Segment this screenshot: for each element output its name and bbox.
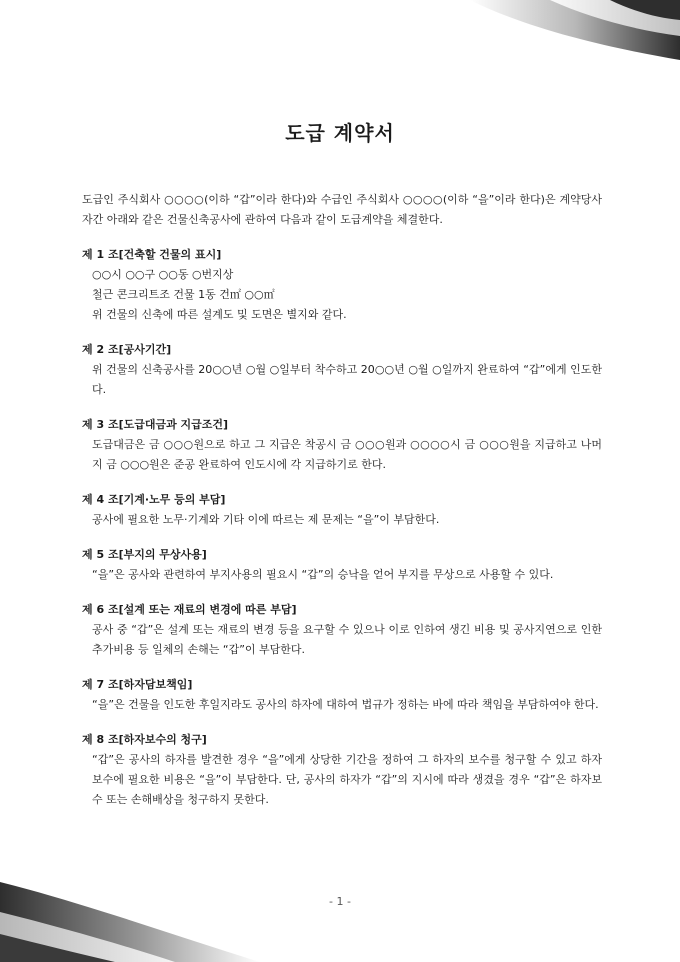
corner-swoosh-top-right-icon [440,0,680,60]
article-2 [82,340,602,400]
article-text: 도급대금은 금 ○○○원으로 하고 그 지급은 착공시 금 ○○○원과 ○○○○시 금 ○○○원을 지급하고 나머지 금 ○○○원은 준공 완료하여 인도시에 각 지급하기로 한다. [92,438,602,471]
article-heading: 제 5 조[부지의 무상사용] [82,548,207,561]
article-heading: 제 1 조[건축할 건물의 표시] [82,248,222,261]
article-text: “을”은 공사와 관련하여 부지사용의 필요시 “갑”의 승낙을 얻어 부지를 무상으로 사용할 수 있다. [92,568,554,581]
article-5 [82,545,602,585]
contract-intro: 도급인 주식회사 ○○○○(이하 “갑”이라 한다)와 수급인 주식회사 ○○○○(이하 “을”이라 한다)은 계약당사자간 아래와 같은 건물신축공사에 관하여 다음과 같이 도급계약을 체결한다. [82,193,602,226]
article-text: 공사 중 “갑”은 설계 또는 재료의 변경 등을 요구할 수 있으나 이로 인하여 생긴 비용 및 공사지연으로 인한 추가비용 등 일체의 손해는 “갑”이 부담한다. [92,623,602,656]
article-7 [82,675,602,715]
article-text: ○○시 ○○구 ○○동 ○번지상 [92,268,234,281]
article-text: 위 건물의 신축에 따른 설계도 및 도면은 별지와 같다. [92,308,347,321]
article-1 [82,245,602,325]
article-heading: 제 8 조[하자보수의 청구] [82,733,207,746]
article-text: 위 건물의 신축공사를 20○○년 ○월 ○일부터 착수하고 20○○년 ○월 ○일까지 완료하여 “갑”에게 인도한다. [92,363,602,396]
article-text: 철근 콘크리트조 건물 1동 건㎡ ○○㎡ [92,288,275,301]
article-heading: 제 2 조[공사기간] [82,343,172,356]
article-3 [82,415,602,475]
article-text: 공사에 필요한 노무·기계와 기타 이에 따르는 제 문제는 “을”이 부담한다. [92,513,440,526]
article-heading: 제 4 조[기계·노무 등의 부담] [82,493,226,506]
article-6 [82,600,602,660]
article-text: “을”은 건물을 인도한 후일지라도 공사의 하자에 대하여 법규가 정하는 바에 따라 책임을 부담하여야 한다. [92,698,599,711]
article-8 [82,730,602,810]
article-4 [82,490,602,530]
article-heading: 제 3 조[도급대금과 지급조건] [82,418,229,431]
corner-swoosh-bottom-left-icon [0,872,260,962]
page-title: 도급 계약서 [285,121,395,145]
contract-body [82,190,602,825]
article-heading: 제 6 조[설계 또는 재료의 변경에 따른 부담] [82,603,297,616]
article-text: “갑”은 공사의 하자를 발견한 경우 “을”에게 상당한 기간을 정하여 그 하자의 보수를 청구할 수 있고 하자보수에 필요한 비용은 “을”이 부담한다. 단, 공사의 하자가 “갑”의 지시에 따라 생겼을 경우 “갑”은 하자보수 또는 손해배상을 청구하지 못한다. [92,753,602,806]
page-number: - 1 - [329,895,351,908]
article-heading: 제 7 조[하자담보책임] [82,678,193,691]
